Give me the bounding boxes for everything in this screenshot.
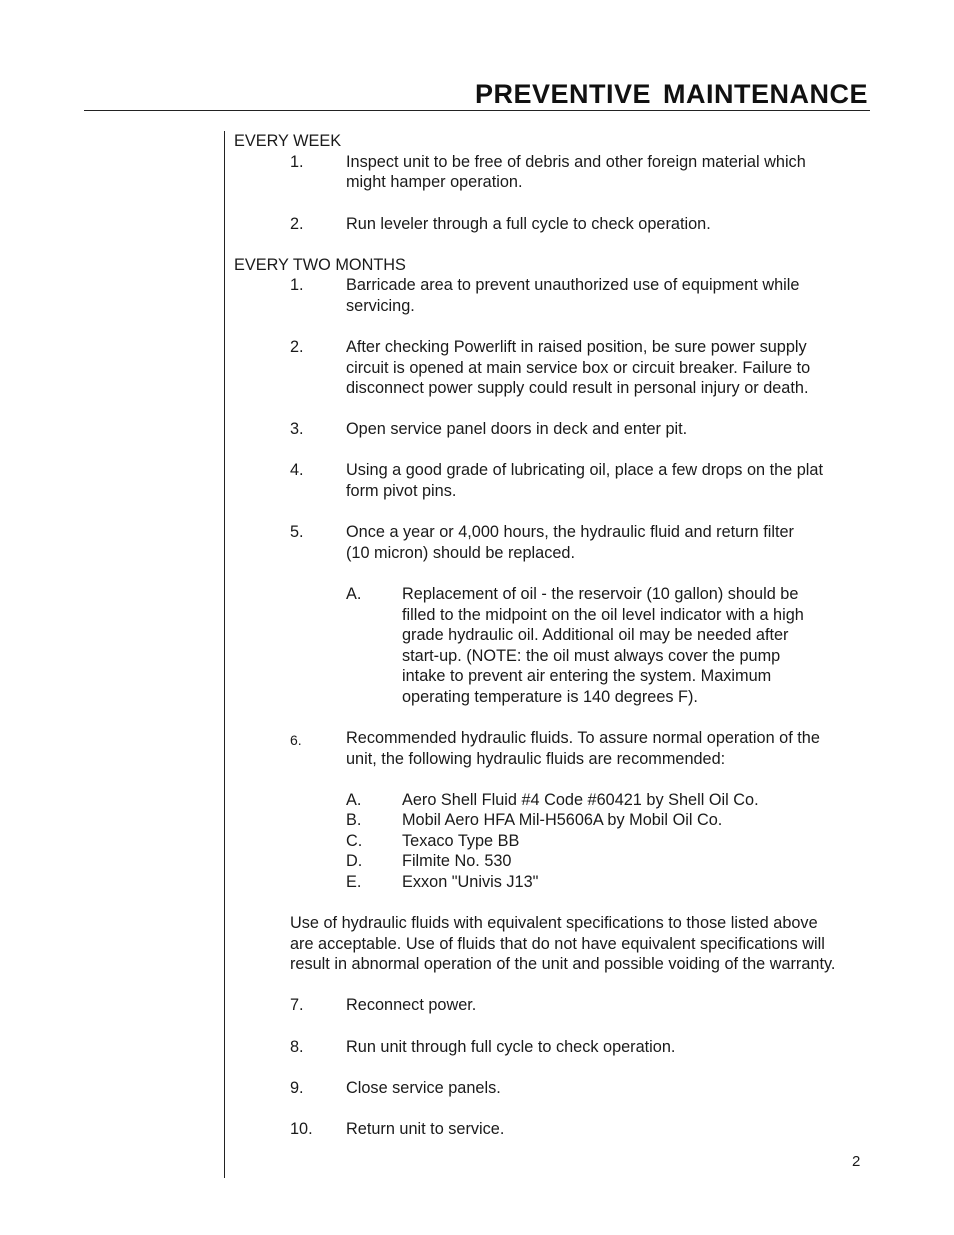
list-item-text: unit, the following hydraulic fluids are recommended: — [346, 750, 726, 768]
list-item-text: (10 micron) should be replaced. — [346, 544, 575, 562]
sub-item-text: intake to prevent air entering the system. Maximum — [402, 667, 772, 685]
list-item-number: 2. — [290, 338, 304, 356]
page-number: 2 — [852, 1153, 861, 1170]
list-item-text: Run unit through full cycle to check operation. — [346, 1038, 676, 1056]
fluid-item: Mobil Aero HFA Mil-H5606A by Mobil Oil Co. — [402, 811, 723, 829]
fluid-item: Aero Shell Fluid #4 Code #60421 by Shell Oil Co. — [402, 791, 759, 809]
sub-item-letter: A. — [346, 585, 362, 603]
fluid-letter: E. — [346, 873, 362, 891]
list-item-number: 4. — [290, 461, 304, 479]
fluid-letter: D. — [346, 852, 363, 870]
list-item-text: Open service panel doors in deck and enter pit. — [346, 420, 688, 438]
fluid-letter: A. — [346, 791, 362, 809]
list-item-number: 1. — [290, 153, 304, 171]
sub-item-text: grade hydraulic oil. Additional oil may be needed after — [402, 626, 789, 644]
list-item-text: Recommended hydraulic fluids. To assure normal operation of the — [346, 729, 820, 747]
section-heading-every-week: EVERY WEEK — [234, 132, 342, 150]
fluid-item: Exxon "Univis J13" — [402, 873, 539, 891]
header-rule — [84, 110, 870, 111]
list-item-text: servicing. — [346, 297, 415, 315]
list-item-text: After checking Powerlift in raised position, be sure power supply — [346, 338, 807, 356]
list-item-text: disconnect power supply could result in personal injury or death. — [346, 379, 809, 397]
list-item-text: Once a year or 4,000 hours, the hydraulic fluid and return filter — [346, 523, 794, 541]
list-item-number: 5. — [290, 523, 304, 541]
list-item-number: 3. — [290, 420, 304, 438]
section-heading-every-two-months: EVERY TWO MONTHS — [234, 256, 406, 274]
note-text: Use of hydraulic fluids with equivalent specifications to those listed above — [290, 914, 818, 932]
list-item-text: circuit is opened at main service box or circuit breaker. Failure to — [346, 359, 811, 377]
list-item-text: Inspect unit to be free of debris and other foreign material which — [346, 153, 806, 171]
list-item-number: 6. — [290, 732, 302, 748]
list-item-number: 10. — [290, 1120, 313, 1138]
note-text: result in abnormal operation of the unit and possible voiding of the warranty. — [290, 955, 836, 973]
list-item-text: Close service panels. — [346, 1079, 501, 1097]
list-item-number: 8. — [290, 1038, 304, 1056]
fluid-item: Texaco Type BB — [402, 832, 520, 850]
list-item-text: might hamper operation. — [346, 173, 523, 191]
list-item-number: 2. — [290, 215, 304, 233]
list-item-text: form pivot pins. — [346, 482, 457, 500]
list-item-text: Using a good grade of lubricating oil, place a few drops on the plat — [346, 461, 823, 479]
note-text: are acceptable. Use of fluids that do not have equivalent specifications will — [290, 935, 825, 953]
margin-rule — [224, 131, 225, 1178]
fluid-letter: C. — [346, 832, 363, 850]
list-item-text: Run leveler through a full cycle to check operation. — [346, 215, 711, 233]
sub-item-text: Replacement of oil - the reservoir (10 gallon) should be — [402, 585, 799, 603]
fluid-item: Filmite No. 530 — [402, 852, 512, 870]
list-item-number: 9. — [290, 1079, 304, 1097]
list-item-number: 7. — [290, 996, 304, 1014]
list-item-text: Barricade area to prevent unauthorized use of equipment while — [346, 276, 800, 294]
list-item-number: 1. — [290, 276, 304, 294]
sub-item-text: start-up. (NOTE: the oil must always cover the pump — [402, 647, 781, 665]
sub-item-text: filled to the midpoint on the oil level indicator with a high — [402, 606, 804, 624]
page-title: PREVENTIVE MAINTENANCE — [474, 79, 868, 109]
fluid-letter: B. — [346, 811, 362, 829]
list-item-text: Reconnect power. — [346, 996, 477, 1014]
list-item-text: Return unit to service. — [346, 1120, 505, 1138]
sub-item-text: operating temperature is 140 degrees F). — [402, 688, 698, 706]
